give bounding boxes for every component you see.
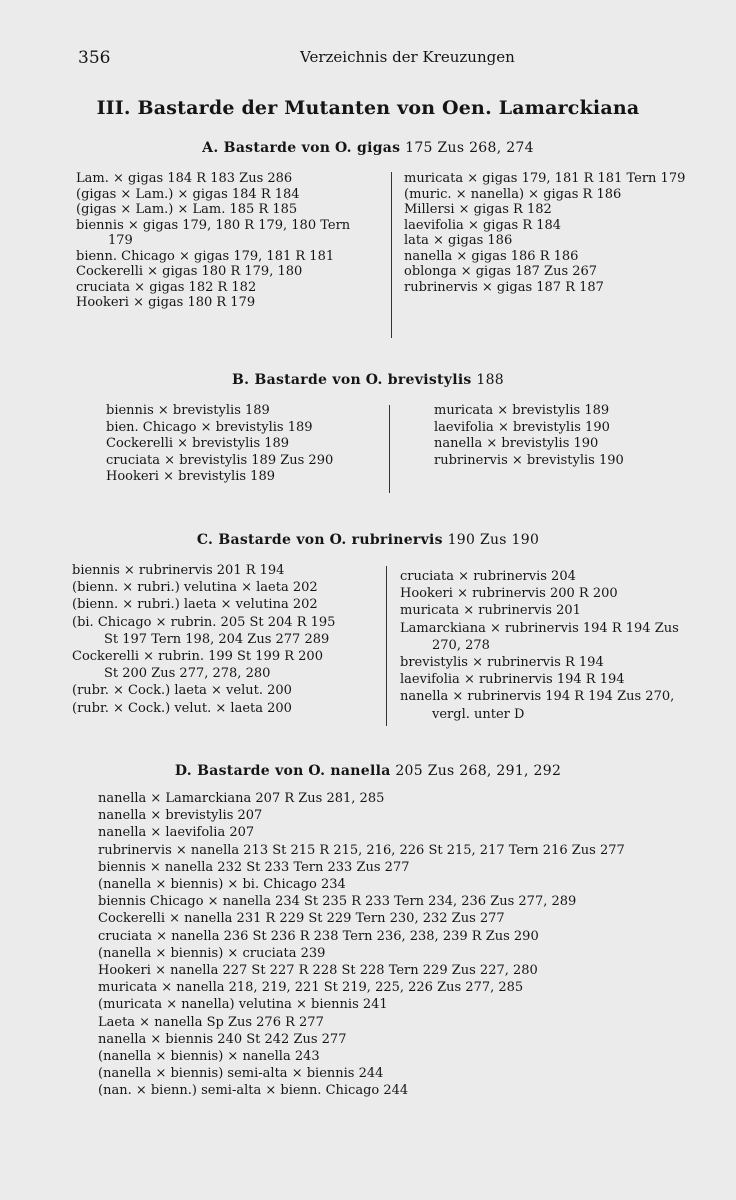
section-a-name: O. gigas bbox=[334, 140, 401, 156]
section-b-name: O. brevistylis bbox=[365, 372, 472, 388]
list-item-continuation: 179 bbox=[108, 233, 133, 248]
section-d-name: O. nanella bbox=[308, 763, 391, 779]
list-item: (nanella × biennis) semi-alta × biennis 244 bbox=[98, 1066, 384, 1082]
running-title: Verzeichnis der Kreuzungen bbox=[300, 48, 515, 66]
list-item-continuation: 270, 278 bbox=[432, 637, 490, 653]
list-item: Cockerelli × brevistylis 189 bbox=[106, 436, 290, 451]
list-item: Hookeri × rubrinervis 200 R 200 bbox=[400, 586, 618, 602]
list-item: Cockerelli × nanella 231 R 229 St 229 Tern 230, 232 Zus 277 bbox=[98, 911, 505, 927]
part-title: III. Bastarde der Mutanten von Oen. Lamarckiana bbox=[96, 97, 640, 119]
list-item: laevifolia × gigas R 184 bbox=[404, 217, 562, 233]
list-item: rubrinervis × brevistylis 190 bbox=[434, 452, 624, 468]
section-c-label: C. Bastarde von bbox=[196, 532, 325, 548]
list-item: Cockerelli × gigas 180 R 179, 180 bbox=[76, 264, 303, 279]
list-item: Lamarckiana × rubrinervis 194 R 194 Zus bbox=[400, 620, 679, 636]
list-item: (nan. × bienn.) semi-alta × bienn. Chicago 244 bbox=[98, 1083, 409, 1099]
section-a-right-column bbox=[404, 171, 685, 295]
column-divider bbox=[391, 172, 392, 338]
section-c-right-column bbox=[400, 568, 679, 723]
list-item: (gigas × Lam.) × Lam. 185 R 185 bbox=[76, 202, 298, 217]
section-c-refs: 190 Zus 190 bbox=[447, 532, 540, 548]
list-item-continuation: St 200 Zus 277, 278, 280 bbox=[104, 666, 271, 682]
section-d-label: D. Bastarde von bbox=[174, 763, 304, 779]
list-item: biennis × rubrinervis 201 R 194 bbox=[72, 563, 285, 578]
list-item: Hookeri × brevistylis 189 bbox=[106, 469, 275, 484]
section-d-refs: 205 Zus 268, 291, 292 bbox=[395, 763, 562, 779]
list-item: muricata × rubrinervis 201 bbox=[400, 603, 581, 619]
list-item: cruciata × nanella 236 St 236 R 238 Tern 236, 238, 239 R Zus 290 bbox=[98, 928, 539, 944]
list-item: Hookeri × nanella 227 St 227 R 228 St 228 Tern 229 Zus 227, 280 bbox=[98, 963, 538, 979]
list-item: muricata × brevistylis 189 bbox=[434, 403, 610, 418]
section-a-label: A. Bastarde von bbox=[202, 140, 331, 156]
section-b-right-column bbox=[434, 403, 624, 469]
list-item: nanella × rubrinervis 194 R 194 Zus 270, bbox=[400, 689, 675, 705]
list-item: (nanella × biennis) × nanella 243 bbox=[98, 1049, 320, 1065]
list-item-continuation: vergl. unter D bbox=[432, 706, 525, 722]
section-a-refs: 175 Zus 268, 274 bbox=[405, 140, 534, 156]
list-item: laevifolia × rubrinervis 194 R 194 bbox=[400, 672, 625, 688]
section-d-heading bbox=[0, 763, 736, 779]
section-a-left-column bbox=[76, 171, 350, 311]
section-d-list bbox=[98, 790, 625, 1100]
list-item: Hookeri × gigas 180 R 179 bbox=[76, 295, 256, 310]
list-item: Millersi × gigas R 182 bbox=[404, 202, 552, 217]
list-item: muricata × nanella 218, 219, 221 St 219, 225, 226 Zus 277, 285 bbox=[98, 980, 524, 996]
list-item: nanella × gigas 186 R 186 bbox=[404, 248, 579, 264]
list-item: lata × gigas 186 bbox=[404, 233, 513, 248]
column-divider bbox=[389, 405, 390, 493]
list-item: (rubr. × Cock.) velut. × laeta 200 bbox=[72, 700, 292, 716]
list-item: (muricata × nanella) velutina × biennis 241 bbox=[98, 997, 388, 1013]
page-number: 356 bbox=[78, 48, 111, 68]
section-b-heading bbox=[0, 372, 736, 388]
list-item: (nanella × biennis) × bi. Chicago 234 bbox=[98, 877, 346, 893]
list-item: Laeta × nanella Sp Zus 276 R 277 bbox=[98, 1014, 324, 1030]
list-item: oblonga × gigas 187 Zus 267 bbox=[404, 264, 598, 279]
section-b-refs: 188 bbox=[476, 372, 505, 388]
list-item: biennis Chicago × nanella 234 St 235 R 233 Tern 234, 236 Zus 277, 289 bbox=[98, 894, 577, 910]
list-item-continuation: St 197 Tern 198, 204 Zus 277 289 bbox=[104, 631, 330, 647]
section-c-left-column bbox=[72, 562, 335, 717]
list-item: (bienn. × rubri.) laeta × velutina 202 bbox=[72, 597, 318, 613]
list-item: nanella × laevifolia 207 bbox=[98, 825, 255, 841]
list-item: cruciata × gigas 182 R 182 bbox=[76, 279, 257, 295]
list-item: (rubr. × Cock.) laeta × velut. 200 bbox=[72, 683, 292, 699]
list-item: nanella × biennis 240 St 242 Zus 277 bbox=[98, 1031, 347, 1047]
list-item: biennis × brevistylis 189 bbox=[106, 403, 270, 418]
list-item: biennis × gigas 179, 180 R 179, 180 Tern bbox=[76, 217, 351, 233]
list-item: Cockerelli × rubrin. 199 St 199 R 200 bbox=[72, 649, 323, 665]
list-item: laevifolia × brevistylis 190 bbox=[434, 419, 610, 435]
column-divider bbox=[386, 566, 387, 726]
list-item: (gigas × Lam.) × gigas 184 R 184 bbox=[76, 186, 300, 202]
list-item: brevistylis × rubrinervis R 194 bbox=[400, 655, 604, 671]
list-item: biennis × nanella 232 St 233 Tern 233 Zus 277 bbox=[98, 859, 410, 875]
list-item: bienn. Chicago × gigas 179, 181 R 181 bbox=[76, 248, 335, 264]
list-item: (bienn. × rubri.) velutina × laeta 202 bbox=[72, 580, 318, 596]
section-c-name: O. rubrinervis bbox=[329, 532, 443, 548]
list-item: Lam. × gigas 184 R 183 Zus 286 bbox=[76, 171, 293, 186]
section-a-heading bbox=[0, 140, 736, 156]
list-item: nanella × Lamarckiana 207 R Zus 281, 285 bbox=[98, 791, 385, 806]
list-item: nanella × brevistylis 207 bbox=[98, 808, 263, 824]
list-item: cruciata × brevistylis 189 Zus 290 bbox=[106, 452, 334, 468]
list-item: bien. Chicago × brevistylis 189 bbox=[106, 419, 313, 435]
list-item: rubrinervis × gigas 187 R 187 bbox=[404, 279, 604, 295]
section-c-heading bbox=[0, 532, 736, 548]
running-head bbox=[78, 48, 678, 70]
section-b-left-column bbox=[106, 403, 333, 486]
list-item: (muric. × nanella) × gigas R 186 bbox=[404, 186, 622, 202]
list-item: cruciata × rubrinervis 204 bbox=[400, 569, 576, 584]
section-b-label: B. Bastarde von bbox=[231, 372, 361, 388]
list-item: (nanella × biennis) × cruciata 239 bbox=[98, 945, 326, 961]
list-item: muricata × gigas 179, 181 R 181 Tern 179 bbox=[404, 171, 686, 186]
list-item: rubrinervis × nanella 213 St 215 R 215, 216, 226 St 215, 217 Tern 216 Zus 277 bbox=[98, 842, 625, 858]
list-item: (bi. Chicago × rubrin. 205 St 204 R 195 bbox=[72, 614, 336, 630]
list-item: nanella × brevistylis 190 bbox=[434, 436, 599, 451]
